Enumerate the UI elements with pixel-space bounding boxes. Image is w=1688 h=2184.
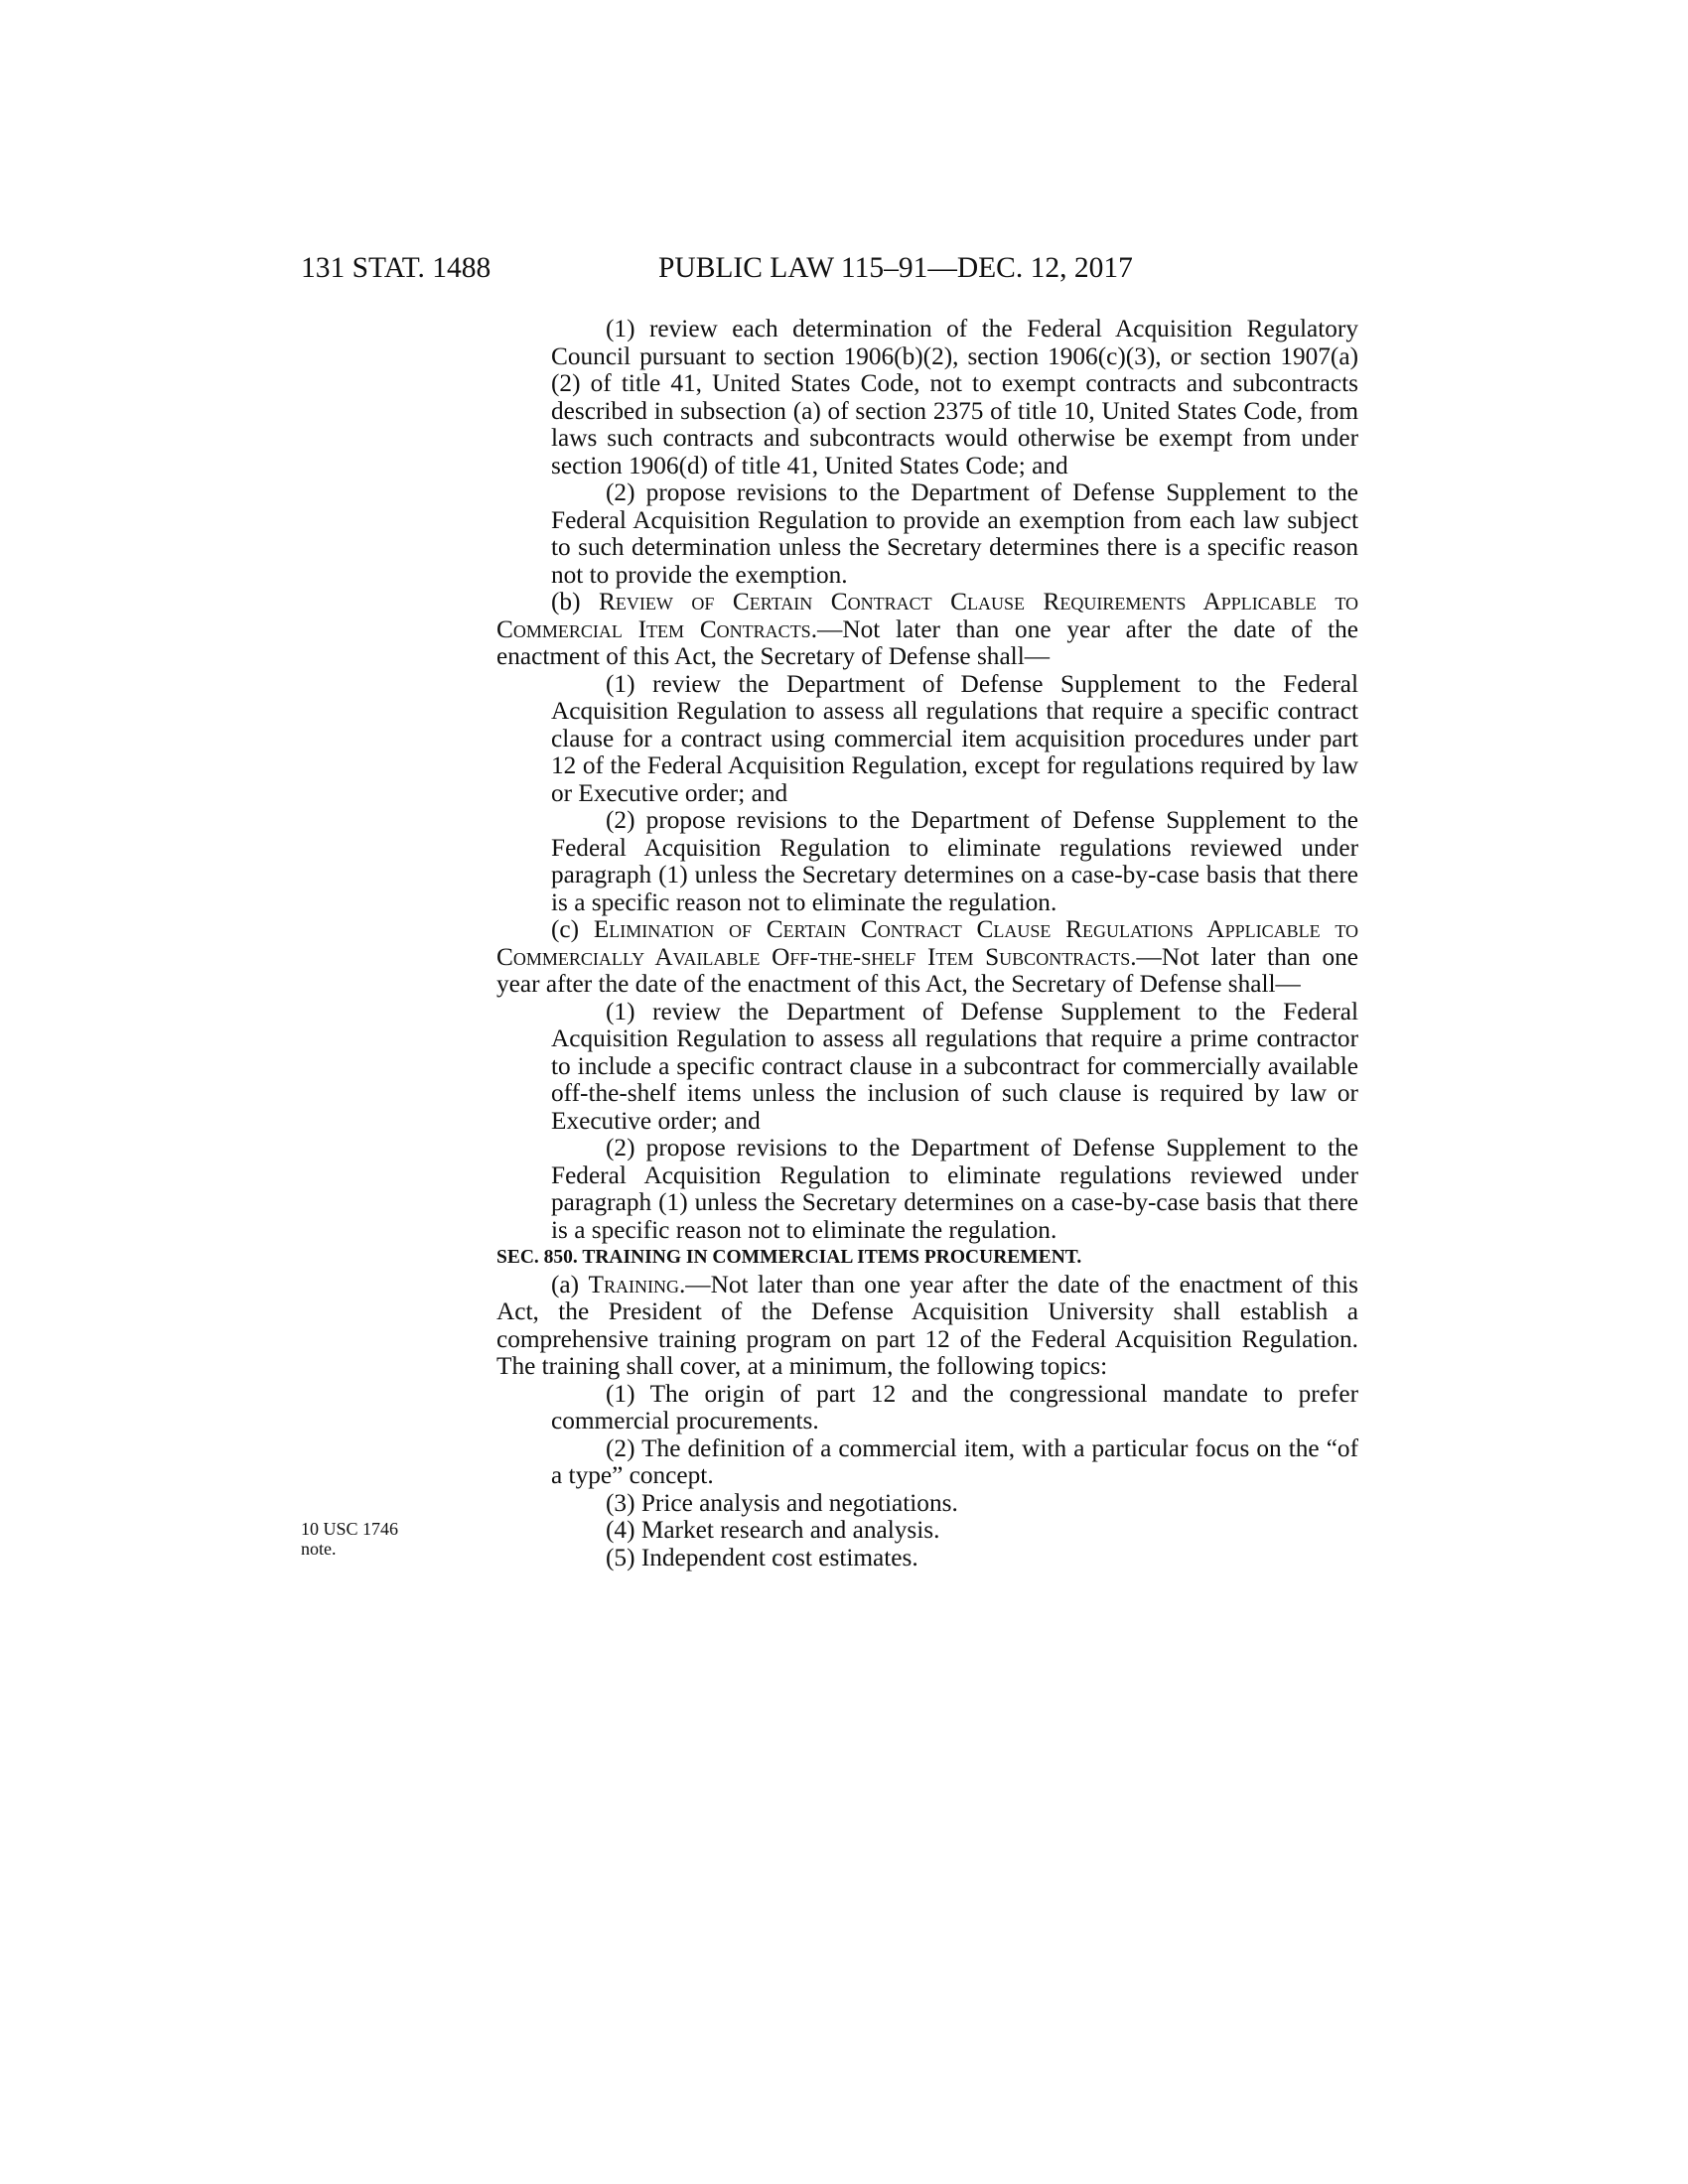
paragraph-c1: (1) review the Department of Defense Supplement to the Federal Acquisition Regulation to assess all regulations that require a prime contractor to include a specific contract clause in a subcontract for commercially available off-the-shelf items unless the inclusion of such clause is required by law or Executive order; and bbox=[551, 997, 1358, 1135]
margin-note-citation: 10 USC 1746 bbox=[301, 1519, 399, 1539]
section-850-a-label: (a) bbox=[551, 1270, 580, 1298]
section-850-a-heading: Training. bbox=[588, 1270, 686, 1298]
subsection-c-label: (c) bbox=[551, 915, 580, 943]
subsection-c-text: —Not later than one year after the date of the enactment of this Act, the Secretary of Defense shall— bbox=[496, 942, 1358, 998]
stat-reference: 131 STAT. 1488 bbox=[301, 252, 492, 284]
margin-note-label: note. bbox=[301, 1539, 337, 1559]
section-850-subsection-a bbox=[496, 1272, 1358, 1381]
topic-1: (1) The origin of part 12 and the congressional mandate to prefer commercial procurements. bbox=[551, 1379, 1358, 1434]
topic-3: (3) Price analysis and negotiations. bbox=[606, 1488, 958, 1517]
topic-5: (5) Independent cost estimates. bbox=[606, 1543, 918, 1571]
paragraph-a2: (2) propose revisions to the Department of Defense Supplement to the Federal Acquisition Regulation to provide an exemption from each law subject to such determination unless the Secretary determines there is a specific reason not to provide the exemption. bbox=[551, 478, 1358, 589]
margin-note bbox=[301, 1519, 430, 1559]
subsection-b-text: —Not later than one year after the date of the enactment of this Act, the Secretary of Defense shall— bbox=[496, 614, 1358, 670]
section-850-a-text: —Not later than one year after the date of the enactment of this Act, the President of the Defense Acquisition University shall establish a comprehensive training program on part 12 of the Federal Acquisition Regulation. The training shall cover, at a minimum, the following topics: bbox=[496, 1270, 1358, 1380]
subsection-c-heading: Elimination of Certain Contract Clause Regulations Applicable to Commercially Available Off-the-shelf Item Subcontracts. bbox=[496, 915, 1358, 971]
subsection-b-heading: Review of Certain Contract Clause Requirements Applicable to Commercial Item Contracts. bbox=[496, 588, 1358, 643]
topic-2: (2) The definition of a commercial item, with a particular focus on the “of a type” concept. bbox=[551, 1433, 1358, 1489]
statute-text bbox=[496, 316, 1358, 1571]
paragraph-a1: (1) review each determination of the Federal Acquisition Regulatory Council pursuant to section 1906(b)(2), section 1906(c)(3), or section 1907(a)(2) of title 41, United States Code, not to exempt contracts and subcontracts described in subsection (a) of section 2375 of title 10, United States Code, from laws such contracts and subcontracts would otherwise be exempt from under section 1906(d) of title 41, United States Code; and bbox=[551, 315, 1358, 479]
paragraph-c2: (2) propose revisions to the Department of Defense Supplement to the Federal Acquisition Regulation to eliminate regulations reviewed under paragraph (1) unless the Secretary determines on a case-by-case basis that there is a specific reason not to eliminate the regulation. bbox=[551, 1134, 1358, 1244]
section-850-heading: SEC. 850. TRAINING IN COMMERCIAL ITEMS PROCUREMENT. bbox=[496, 1247, 1082, 1268]
paragraph-b1: (1) review the Department of Defense Supplement to the Federal Acquisition Regulation to assess all regulations that require a specific contract clause for a contract using commercial item acquisition procedures under part 12 of the Federal Acquisition Regulation, except for regulations required by law or Executive order; and bbox=[551, 669, 1358, 807]
law-title: PUBLIC LAW 115–91—DEC. 12, 2017 bbox=[658, 252, 1133, 284]
subsection-c bbox=[496, 916, 1358, 999]
topic-4: (4) Market research and analysis. bbox=[606, 1516, 940, 1544]
subsection-b bbox=[496, 589, 1358, 671]
paragraph-b2: (2) propose revisions to the Department of Defense Supplement to the Federal Acquisition Regulation to eliminate regulations reviewed under paragraph (1) unless the Secretary determines on a case-by-case basis that there is a specific reason not to eliminate the regulation. bbox=[551, 806, 1358, 916]
subsection-b-label: (b) bbox=[551, 588, 581, 615]
